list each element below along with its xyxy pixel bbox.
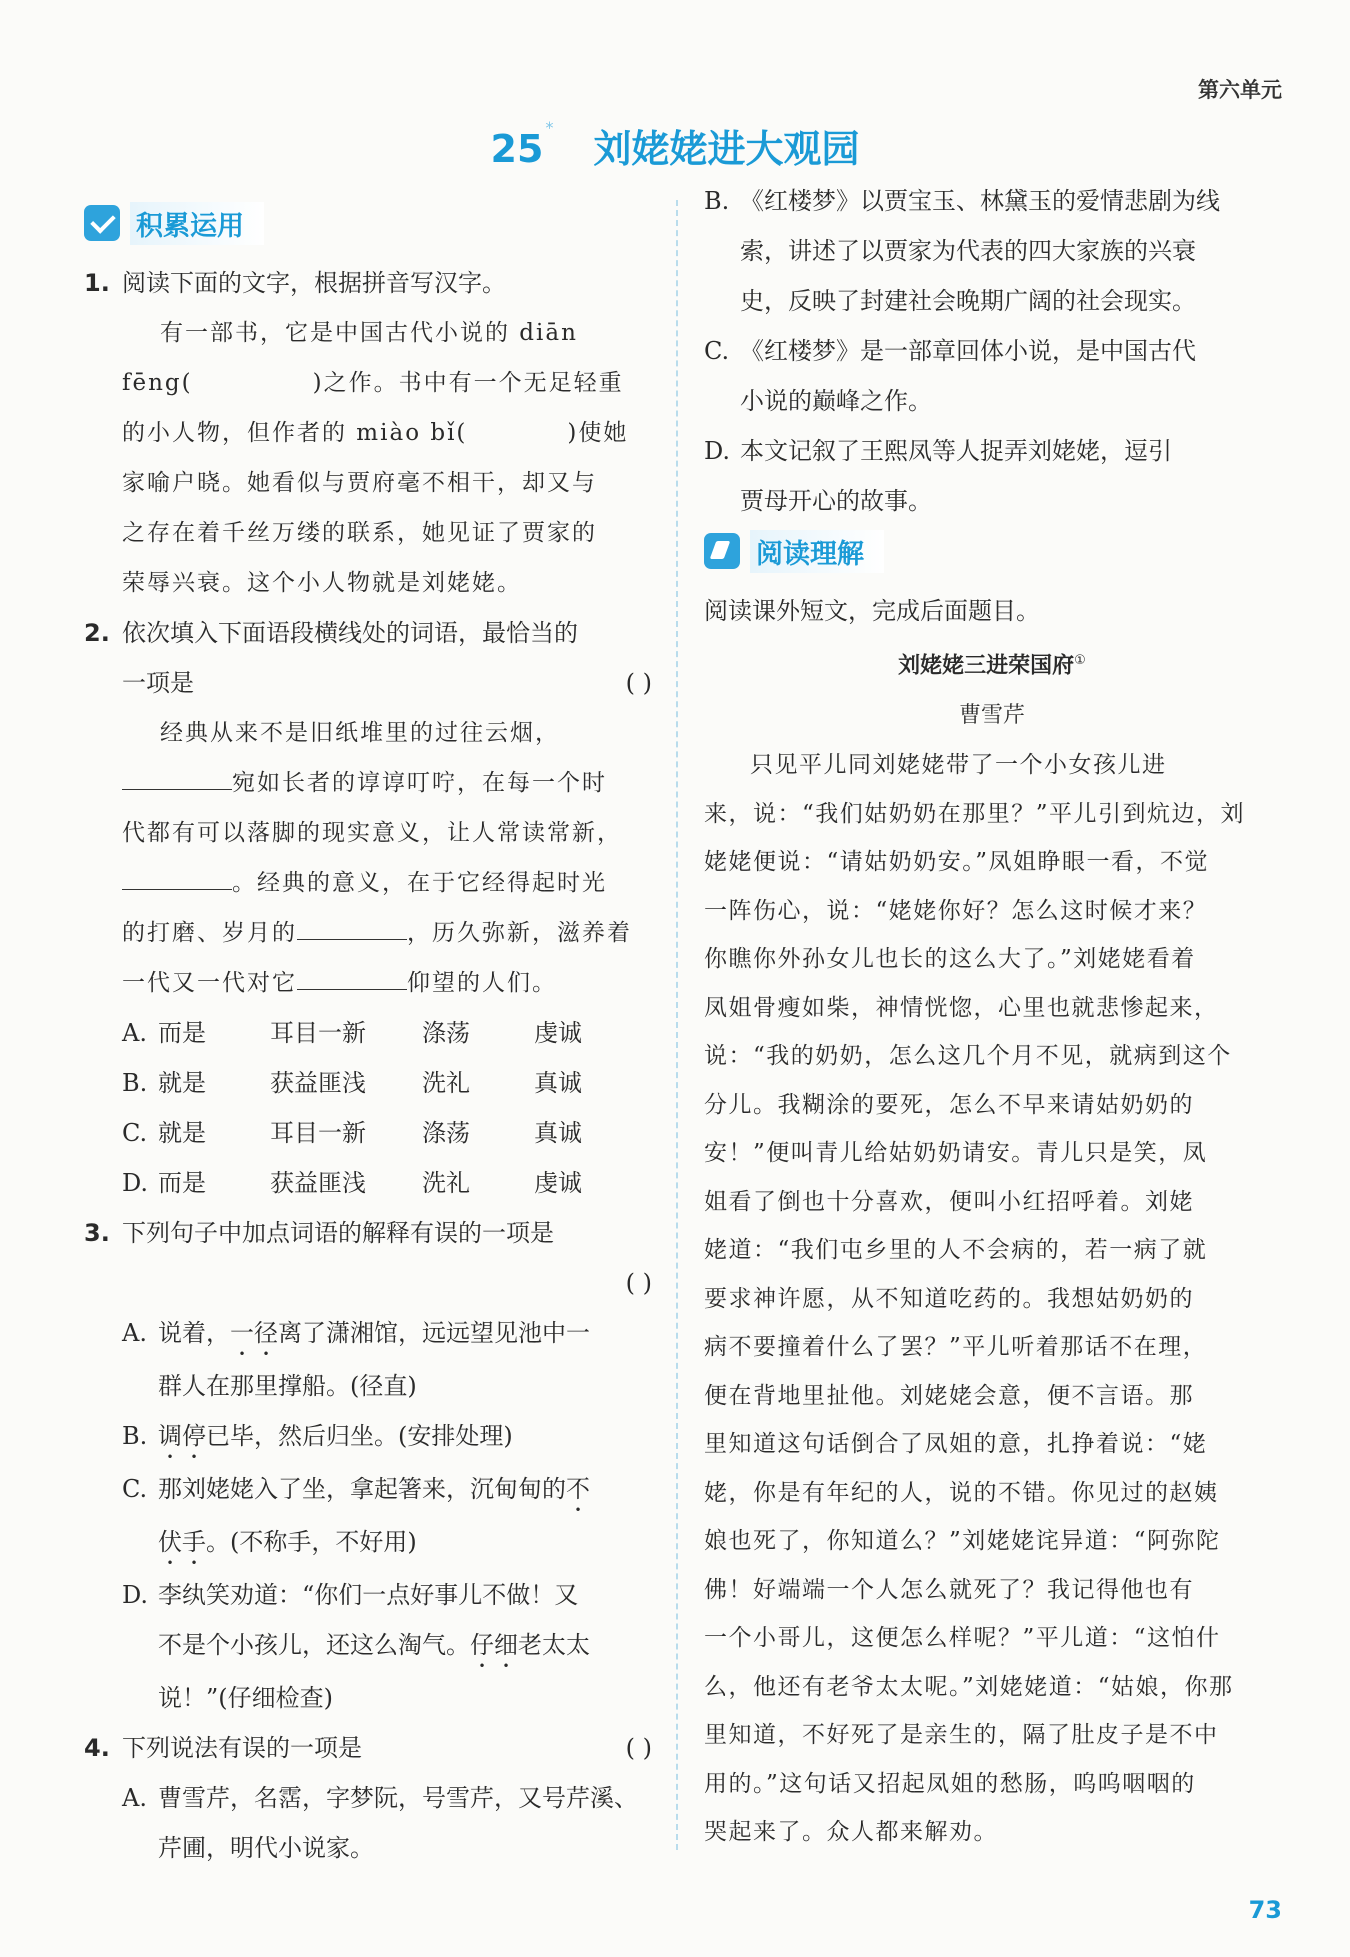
dotted-word: 一径 <box>230 1319 278 1347</box>
section-reading <box>704 530 1280 572</box>
dotted-word: 仔细 <box>470 1631 518 1659</box>
option-c[interactable]: C. 就是 <box>122 1119 206 1147</box>
lesson-number: 25 * <box>490 118 554 171</box>
passage-line: 之存在着千丝万缕的联系，她见证了贾家的 <box>122 520 597 546</box>
option-a-word: 虔诚 <box>534 1019 582 1047</box>
reading-intro: 阅读课外短文，完成后面题目。 <box>704 597 1040 625</box>
story-line: 里知道这句话倒合了凤姐的意，扎挣着说：“姥 <box>704 1431 1208 1458</box>
story-line: 姐看了倒也十分喜欢，便叫小红招呼着。刘姥 <box>704 1188 1194 1215</box>
passage-text: 。经典的意义，在于它经得起时光 <box>232 870 607 896</box>
passage-line: 荣辱兴衰。这个小人物就是刘姥姥。 <box>122 570 522 596</box>
option-c-word: 涤荡 <box>422 1119 470 1147</box>
passage-line: 有一部书，它是中国古代小说的 diān <box>160 320 578 346</box>
dotted-word: 不 <box>566 1475 590 1503</box>
column-divider <box>676 200 678 1850</box>
option-d-word: 洗礼 <box>422 1169 470 1197</box>
story-line: 安！”便叫青儿给姑奶奶请安。青儿只是笑，凤 <box>704 1140 1208 1167</box>
section-accumulate <box>84 202 652 244</box>
story-line: 一个小哥儿，这便怎么样呢？”平儿道：“这怕什 <box>704 1625 1221 1652</box>
passage-text: 的小人物，但作者的 miào bǐ( <box>122 420 468 446</box>
option-d[interactable]: D. 而是 <box>122 1169 206 1197</box>
answer-blank[interactable] <box>297 963 407 990</box>
passage-text: 宛如长者的谆谆叮咛，在每一个时 <box>232 770 607 796</box>
question-number: 4. <box>84 1734 110 1762</box>
q4-option-b[interactable]: B. 《红楼梦》以贾宝玉、林黛玉的爱情悲剧为线 索，讲述了以贾家为代表的四大家族的兴衰 史，反映了封建社会晚期广阔的社会现实。 <box>704 176 1280 326</box>
answer-blank[interactable] <box>122 763 232 790</box>
lesson-title-text: 刘姥姥进大观园 <box>593 127 860 171</box>
option-text: 《红楼梦》是一部章回体小说，是中国古代 <box>740 337 1196 365</box>
story-line: 你瞧你外孙女儿也长的这么大了。”刘姥姥看着 <box>704 946 1196 973</box>
story-line: 用的。”这句话又招起凤姐的愁肠，呜呜咽咽的 <box>704 1770 1196 1797</box>
option-text: 贾母开心的故事。 <box>740 487 932 515</box>
passage-line: 家喻户晓。她看似与贾府毫不相干，却又与 <box>122 470 597 496</box>
answer-blank[interactable] <box>467 414 567 440</box>
section-title: 阅读理解 <box>750 530 884 573</box>
option-c[interactable]: C. 那刘姥姥入了坐，拿起箸来，沉甸甸的不 伏手。(不称手，不好用) <box>122 1475 590 1556</box>
story-line: 姥，你是有年纪的人，说的不错。你见过的赵姨 <box>704 1479 1219 1506</box>
question-stem: 下列句子中加点词语的解释有误的一项是 <box>122 1219 554 1247</box>
option-c-word: 耳目一新 <box>270 1119 366 1147</box>
passage-line: 经典从来不是旧纸堆里的过往云烟， <box>160 720 560 746</box>
option-d-word: 获益匪浅 <box>270 1169 366 1197</box>
passage-text: ，历久弥新，滋养着 <box>407 920 632 946</box>
option-d-word: 虔诚 <box>534 1169 582 1197</box>
story-line: 佛！好端端一个人怎么就死了？我记得他也有 <box>704 1576 1194 1603</box>
page-number: 73 <box>1248 1896 1282 1924</box>
option-text: 芹圃，明代小说家。 <box>158 1834 374 1862</box>
story-line: 来，说：“我们姑奶奶在那里？”平儿引到炕边，刘 <box>704 800 1246 827</box>
unit-label: 第六单元 <box>1198 78 1282 102</box>
option-b-word: 获益匪浅 <box>270 1069 366 1097</box>
dotted-word: 调停 <box>158 1422 206 1450</box>
question-number: 1. <box>84 269 110 297</box>
option-c-word: 真诚 <box>534 1119 582 1147</box>
story-line: 分儿。我糊涂的要死，怎么不早来请姑奶奶的 <box>704 1091 1194 1118</box>
passage-text: 的打磨、岁月的 <box>122 920 297 946</box>
question-2 <box>84 608 652 1008</box>
question-number: 2. <box>84 619 110 647</box>
answer-blank[interactable] <box>193 364 313 390</box>
pencil-icon <box>704 533 740 569</box>
option-a-word: 涤荡 <box>422 1019 470 1047</box>
question-number: 3. <box>84 1219 110 1247</box>
q2-options <box>84 1008 652 1208</box>
option-text: 说！”(仔细检查) <box>158 1684 333 1712</box>
q4-option-d[interactable]: D. 本文记叙了王熙凤等人捉弄刘姥姥，逗引 贾母开心的故事。 <box>704 426 1280 526</box>
story-line: 只见平儿同刘姥姥带了一个小女孩儿进 <box>750 752 1167 779</box>
answer-blank[interactable] <box>297 913 407 940</box>
option-a[interactable]: A. 说着，一径离了潇湘馆，远远望见池中一 群人在那里撑船。(径直) <box>122 1308 652 1411</box>
story-line: 说：“我的奶奶，怎么这几个月不见，就病到这个 <box>704 1043 1232 1070</box>
option-b[interactable]: B. 就是 <box>122 1069 206 1097</box>
passage-text: )之作。书中有一个无足轻重 <box>312 370 624 396</box>
option-text: 小说的巅峰之作。 <box>740 387 932 415</box>
option-d[interactable]: D. 李纨笑劝道：“你们一点好事儿不做！又 不是个小孩儿，还这么淘气。仔细老太太 说！”(仔细检查) <box>122 1570 652 1723</box>
option-text: 李纨笑劝道：“你们一点好事儿不做！又 <box>158 1581 579 1609</box>
story-line: 姥道：“我们屯乡里的人不会病的，若一病了就 <box>704 1237 1208 1264</box>
option-text: 《红楼梦》以贾宝玉、林黛玉的爱情悲剧为线 <box>740 187 1220 215</box>
option-text: 索，讲述了以贾家为代表的四大家族的兴衰 <box>740 237 1196 265</box>
answer-paren[interactable]: ( ) <box>625 669 652 697</box>
option-a-word: 耳目一新 <box>270 1019 366 1047</box>
answer-paren[interactable]: ( ) <box>625 1269 652 1297</box>
pinyin: fēng( <box>122 370 193 396</box>
story-line: 么，他还有老爷太太呢。”刘姥姥道：“姑娘，你那 <box>704 1673 1234 1700</box>
story-line: 姥姥便说：“请姑奶奶安。”凤姐睁眼一看，不觉 <box>704 849 1210 876</box>
question-4 <box>84 1723 652 1873</box>
story-body <box>704 741 1280 1857</box>
question-stem: 阅读下面的文字，根据拼音写汉字。 <box>122 269 506 297</box>
option-a[interactable]: A. 而是 <box>122 1019 206 1047</box>
option-text: 群人在那里撑船。(径直) <box>158 1372 417 1400</box>
story-line: 里知道，不好死了是亲生的，隔了肚皮子是不中 <box>704 1722 1219 1749</box>
story-line: 凤姐骨瘦如柴，神情恍惚，心里也就悲惨起来， <box>704 994 1219 1021</box>
story-author: 曹雪芹 <box>958 703 1025 729</box>
section-title: 积累运用 <box>130 202 264 245</box>
option-text: 本文记叙了王熙凤等人捉弄刘姥姥，逗引 <box>740 437 1172 465</box>
question-1 <box>84 258 652 608</box>
story-line: 哭起来了。众人都来解劝。 <box>704 1819 998 1846</box>
left-column <box>84 198 652 1873</box>
answer-blank[interactable] <box>122 863 232 890</box>
question-stem: 下列说法有误的一项是 <box>122 1734 362 1762</box>
passage-line: 代都有可以落脚的现实意义，让人常读常新， <box>122 820 622 846</box>
q4-option-c[interactable]: C. 《红楼梦》是一部章回体小说，是中国古代 小说的巅峰之作。 <box>704 326 1280 426</box>
dotted-word: 伏手 <box>158 1528 206 1556</box>
option-a[interactable]: A. 曹雪芹，名霑，字梦阮，号雪芹，又号芹溪、 芹圃，明代小说家。 <box>122 1773 652 1873</box>
lesson-title <box>0 118 1350 173</box>
checkbox-icon <box>84 205 120 241</box>
story-title: 刘姥姥三进荣国府① <box>898 653 1086 679</box>
question-stem: 一项是 <box>122 669 194 697</box>
passage-text: )使她 <box>567 420 629 446</box>
option-b-word: 洗礼 <box>422 1069 470 1097</box>
option-b[interactable]: B. 调停已毕，然后归坐。(安排处理) <box>122 1422 513 1450</box>
option-text: 史，反映了封建社会晚期广阔的社会现实。 <box>740 287 1196 315</box>
question-stem: 依次填入下面语段横线处的词语，最恰当的 <box>122 619 578 647</box>
story-line: 要求神许愿，从不知道吃药的。我想姑奶奶的 <box>704 1285 1194 1312</box>
option-text: 曹雪芹，名霑，字梦阮，号雪芹，又号芹溪、 <box>158 1784 638 1812</box>
story-line: 便在背地里扯他。刘姥姥会意，便不言语。那 <box>704 1382 1194 1409</box>
passage-text: 仰望的人们。 <box>407 970 557 996</box>
story-line: 娘也死了，你知道么？”刘姥姥诧异道：“阿弥陀 <box>704 1528 1221 1555</box>
passage-text: 一代又一代对它 <box>122 970 297 996</box>
question-3 <box>84 1208 652 1723</box>
option-b-word: 真诚 <box>534 1069 582 1097</box>
story-line: 一阵伤心，说：“姥姥你好？怎么这时候才来？ <box>704 897 1208 924</box>
right-column <box>704 187 1280 1857</box>
answer-paren[interactable]: ( ) <box>625 1734 652 1762</box>
story-line: 病不要撞着什么了罢？”平儿听着那话不在理， <box>704 1334 1208 1361</box>
